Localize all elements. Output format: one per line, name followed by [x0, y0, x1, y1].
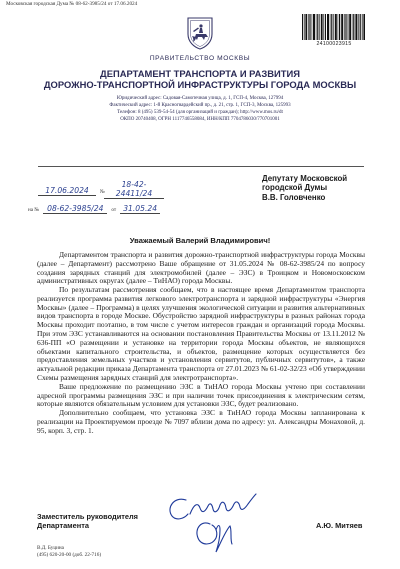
- executor-phone: (495) 620-20-00 (доб. 22-716): [37, 552, 102, 558]
- department-title: [0, 68, 400, 90]
- legal-address: Юридический адрес: Садовая-Самотечная улица, д. 1, ГСП-4, Москва, 127994: [116, 96, 284, 101]
- signatory-title: [37, 513, 138, 531]
- reference-number: 08-62-3985/24: [43, 204, 107, 214]
- department-title-line1: ДЕПАРТАМЕНТ ТРАНСПОРТА И РАЗВИТИЯ: [100, 68, 300, 79]
- addressee-line2: городской Думы: [262, 183, 328, 193]
- header-divider: [38, 166, 364, 167]
- executor-info: [37, 545, 101, 559]
- paragraph: Департаментом транспорта и развития дорожно-транспортной инфраструктуры города Москвы (далее – Департамент) рассмотрено Ваше обращение от 31.05.2024 № 08-62-3985/24 по вопросу создания зарядных станций для электромобилей (далее – ЭЗС) в Троицком и Новомосковском административных округах (далее – ТиНАО) города Москвы.: [37, 250, 365, 286]
- handwritten-signature: [160, 490, 258, 560]
- paragraph: Дополнительно сообщаем, что установка ЭЗС в ТиНАО города Москвы запланирована к реализации на Проектируемом проезде № 7097 вблизи дома по адресу: ул. Александры Монаховой, д. 95, корп. 3, стр. 1.: [37, 408, 365, 435]
- government-title: ПРАВИТЕЛЬСТВО МОСКВЫ: [149, 55, 251, 62]
- registration-date: 17.06.2024: [38, 186, 96, 196]
- paragraph: Ваше предложение по размещению ЭЗС в ТиНАО города Москвы учтено при составлении адресной программы размещения ЭЗС и при наличии точек присоединения к электрическим сетям, которые являются обязательным условием для установки ЭЗС, будет реализовано.: [37, 381, 365, 409]
- department-title-line2: ДОРОЖНО-ТРАНСПОРТНОЙ ИНФРАСТРУКТУРЫ ГОРОДА МОСКВЫ: [43, 79, 357, 90]
- phone-website: Телефон: 8 (495) 539-54-54 (для организаций и граждан); http://www.mos.ru/dt: [117, 110, 283, 115]
- barcode-number: 24100023915: [316, 41, 352, 47]
- signatory-name: А.Ю. Митяев: [316, 521, 363, 530]
- greeting: Уважаемый Валерий Владимирович!: [129, 236, 271, 245]
- addressee-line1: Депутату Московской: [262, 174, 348, 183]
- signatory-title-line2: Департамента: [37, 520, 89, 530]
- barcode-icon: [302, 14, 366, 40]
- registry-codes: ОКПО 20740408, ОГРН 1117746558084, ИНН/КПП 7704786030/770701001: [120, 117, 280, 122]
- moscow-coat-of-arms-icon: [186, 16, 214, 50]
- addressee-block: [262, 174, 347, 202]
- reference-prefix: на №: [28, 207, 40, 213]
- reference-from-label: от: [111, 207, 117, 213]
- header-note: Московская городская Дума № 08-62-3985/24 от 17.06.2024: [6, 1, 138, 7]
- signatory-title-line1: Заместитель руководителя: [37, 512, 138, 521]
- letter-body: [37, 251, 365, 435]
- addressee-line3: В.В. Головченко: [262, 192, 326, 202]
- actual-address: Фактический адрес: 1-й Красногвардейский пр., д. 21, стр. 1, ГСП-3, Москва, 125993: [109, 103, 291, 108]
- paragraph: По результатам рассмотрения сообщаем, что в настоящее время Департаментом транспорта реализуется программа развития легкового электротранспорта и зарядной инфраструктуры «Энергия Москвы» (далее – Программа) в целях улучшения экологической ситуации и развития альтернативных видов транспорта в городе Москве. Обустройство зарядной инфраструктуры в разных районах города Москвы проходит поэтапно, в том числе с учетом интересов граждан и организаций города Москвы. При этом ЭЗС устанавливаются на основании постановления Правительства Москвы от 13.11.2012 № 636-ПП «О размещении и установке на территории города Москвы объектов, не являющихся объектами капитального строительства, и объектов, размещение которых осуществляется без предоставления земельных участков и установления сервитутов, публичных сервитутов», а также актуальной редакции приказа Департамента транспорта от 27.01.2023 № 61-02-32/23 «Об утверждении Схемы размещения зарядных станций для электротранспорта».: [37, 285, 365, 382]
- registration-number-label: №: [100, 189, 105, 195]
- reference-line: [28, 198, 160, 216]
- contact-info: [0, 95, 400, 123]
- registration-number: 18-42-24411/24: [104, 180, 164, 199]
- reference-date: 31.05.24: [120, 204, 160, 214]
- executor-name: В.Д. Буцина: [37, 545, 64, 551]
